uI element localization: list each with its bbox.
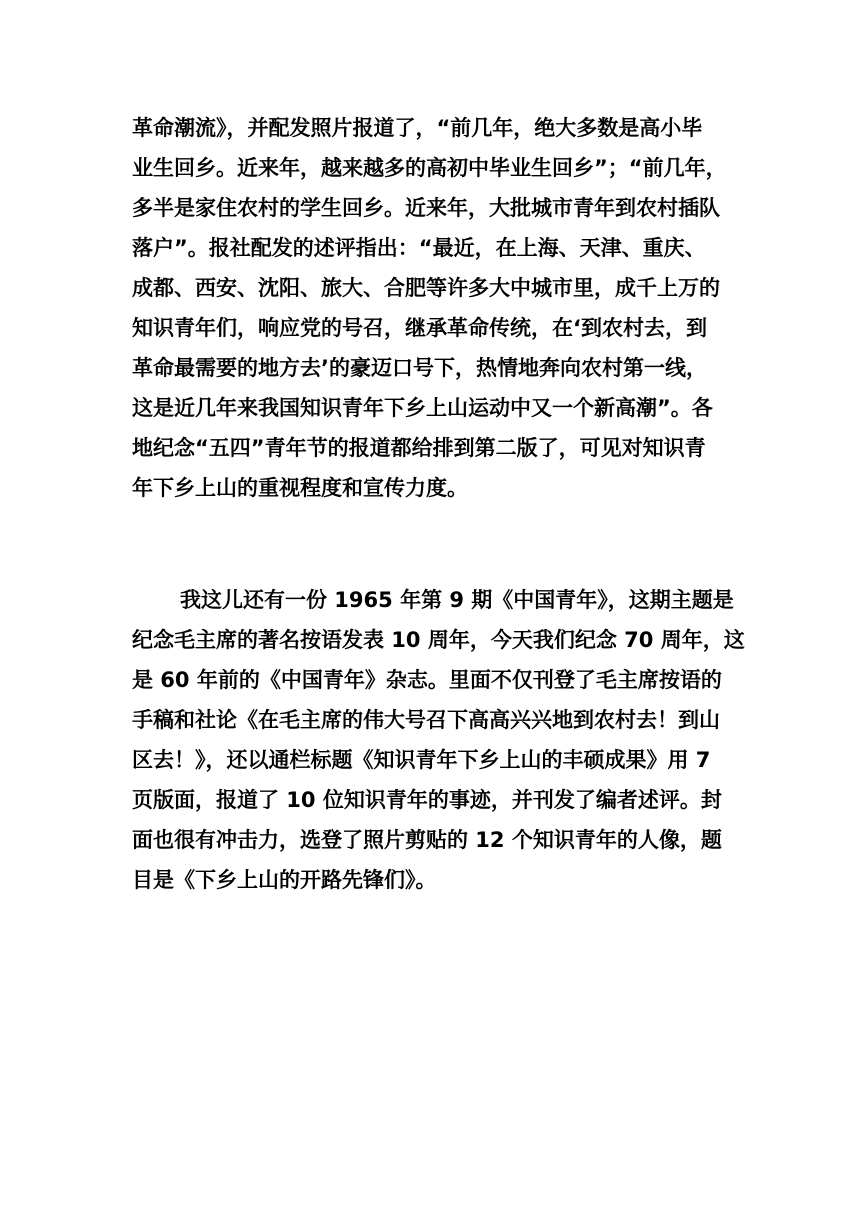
paragraph-line: 革命最需要的地方去’的豪迈口号下，热情地奔向农村第一线， — [132, 356, 707, 380]
paragraph-line: 目是《下乡上山的开路先锋们》。 — [132, 868, 437, 892]
paragraph-line: 年下乡上山的重视程度和宣传力度。 — [132, 476, 468, 500]
paragraph-line: 手稿和社论《在毛主席的伟大号召下高高兴兴地到农村去！到山 — [132, 708, 720, 732]
paragraph-line: 知识青年们，响应党的号召，继承革命传统，在‘到农村去，到 — [132, 316, 707, 340]
paragraph-line: 我这儿还有一份 1965 年第 9 期《中国青年》，这期主题是 — [180, 588, 734, 612]
paragraph-line: 成都、西安、沈阳、旅大、合肥等许多大中城市里，成千上万的 — [132, 276, 720, 300]
paragraph-line: 面也很有冲击力，选登了照片剪贴的 12 个知识青年的人像，题 — [132, 828, 722, 852]
paragraph-line: 地纪念“五四”青年节的报道都给排到第二版了，可见对知识青 — [132, 436, 706, 460]
paragraph-line: 落户”。报社配发的述评指出：“最近，在上海、天津、重庆、 — [132, 236, 706, 260]
paragraph-1 — [132, 108, 736, 508]
paragraph-line: 多半是家住农村的学生回乡。近来年，大批城市青年到农村插队 — [132, 196, 720, 220]
paragraph-line: 是 60 年前的《中国青年》杂志。里面不仅刊登了毛主席按语的 — [132, 668, 722, 692]
paragraph-line: 这是近几年来我国知识青年下乡上山运动中又一个新高潮”。各 — [132, 396, 713, 420]
paragraph-line: 纪念毛主席的著名按语发表 10 周年，今天我们纪念 70 周年，这 — [132, 628, 745, 652]
paragraph-line: 业生回乡。近来年，越来越多的高初中毕业生回乡”；“前几年， — [132, 156, 727, 180]
paragraph-line: 区去！》，还以通栏标题《知识青年下乡上山的丰硕成果》用 7 — [132, 748, 711, 772]
paragraph-2 — [132, 580, 745, 900]
paragraph-line: 革命潮流》，并配发照片报道了，“前几年，绝大多数是高小毕 — [132, 116, 703, 140]
paragraph-line: 页版面，报道了 10 位知识青年的事迹，并刊发了编者述评。封 — [132, 788, 722, 812]
